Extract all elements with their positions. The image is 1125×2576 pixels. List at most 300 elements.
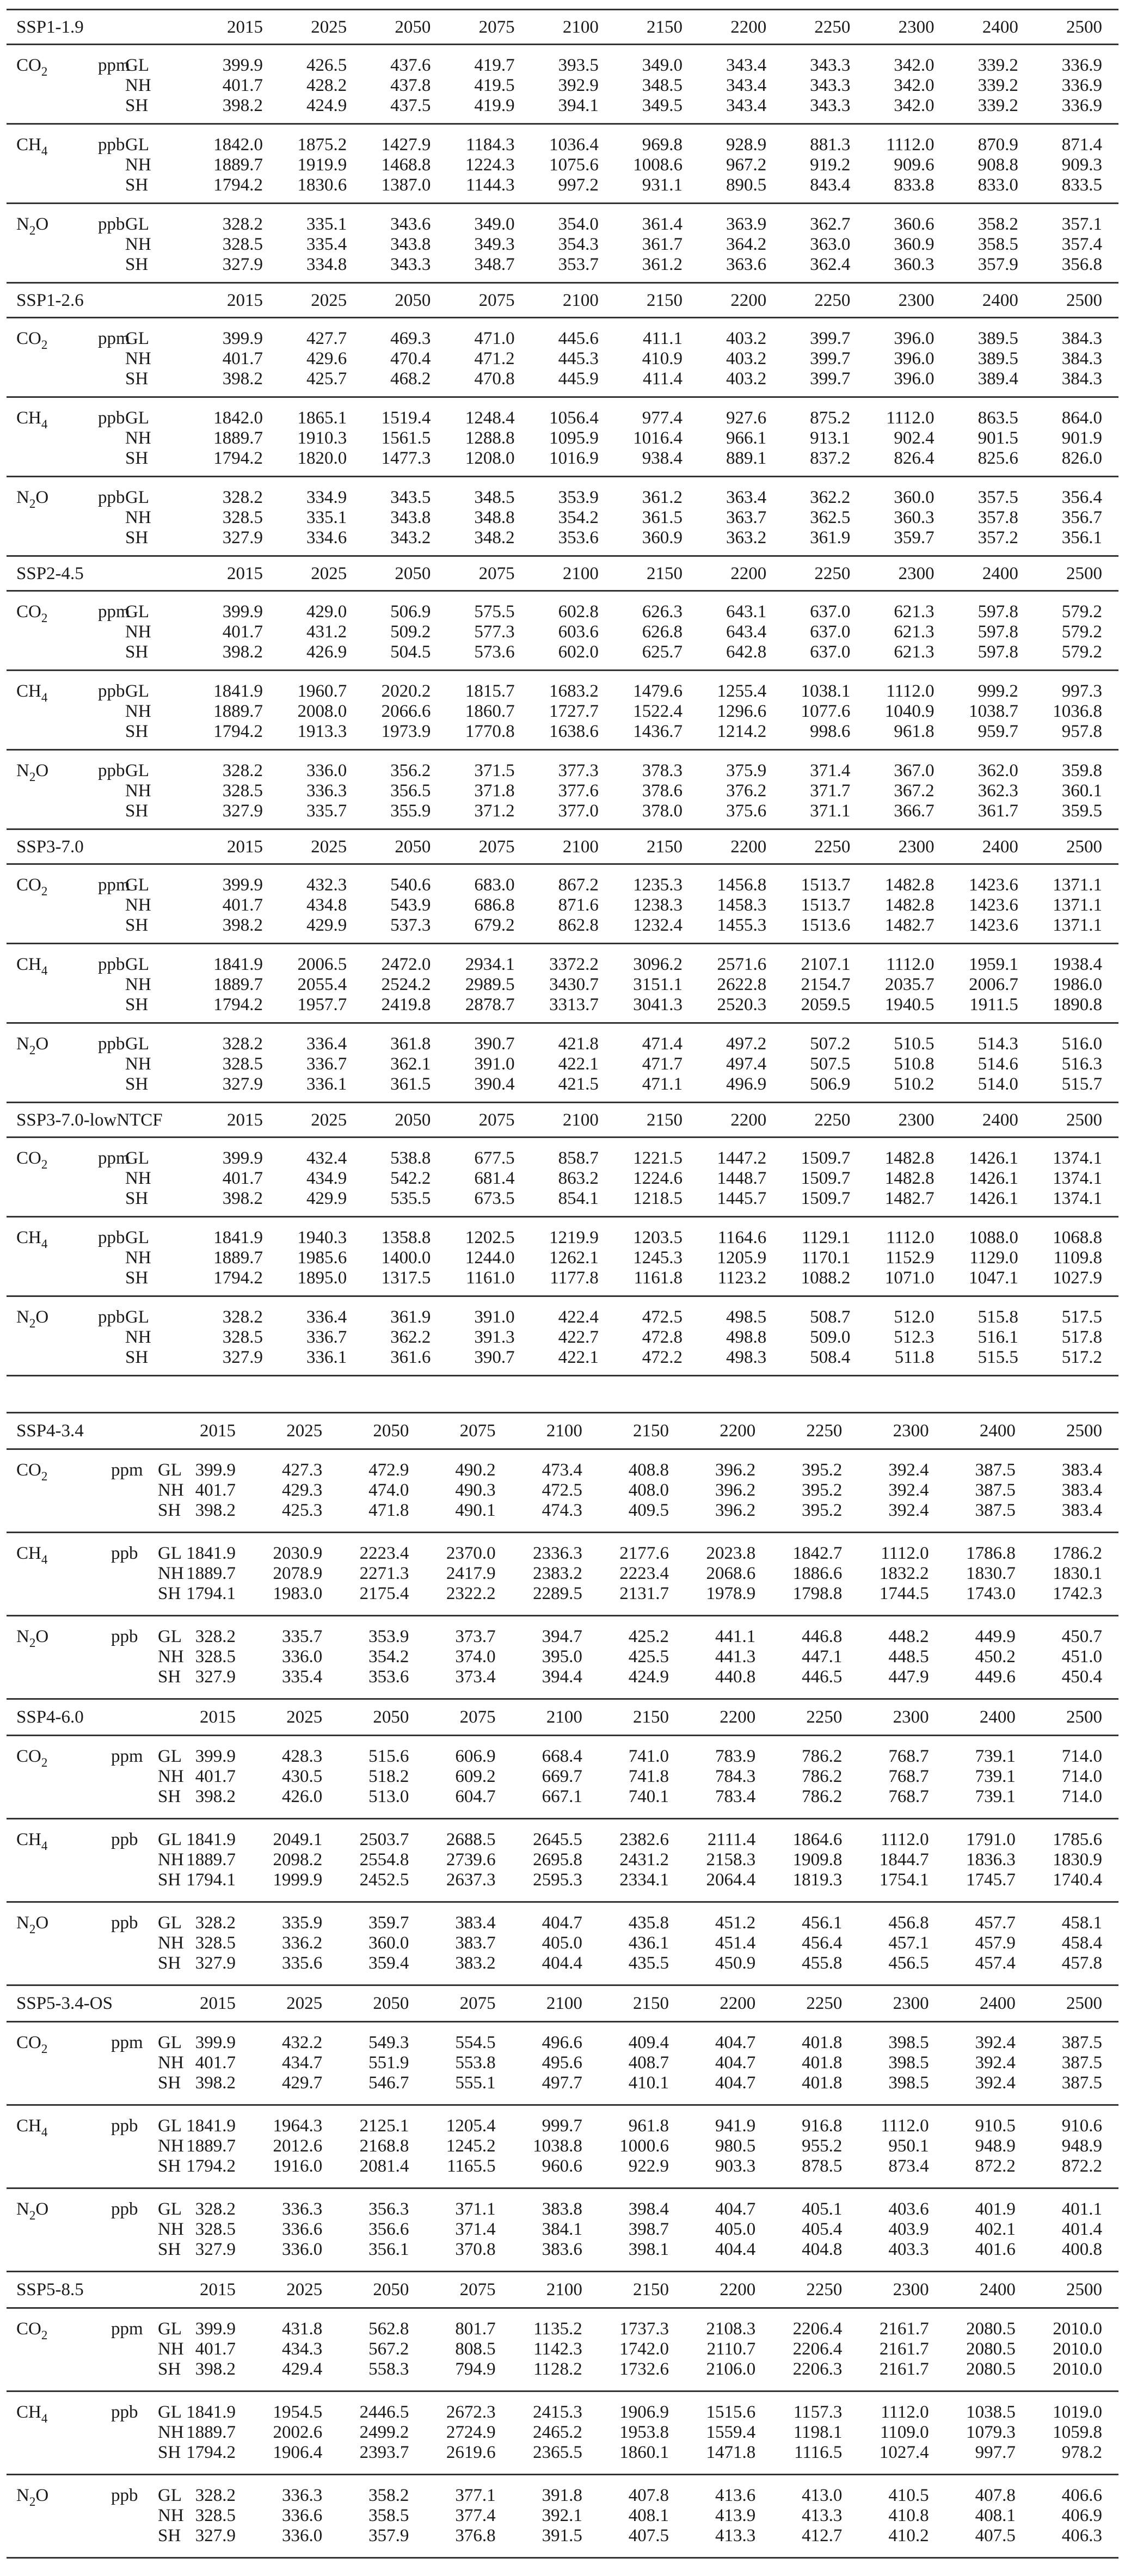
value-cell: 349.0 <box>474 214 515 234</box>
value-cell: 404.7 <box>715 2053 756 2073</box>
value-cell: 363.2 <box>726 528 767 548</box>
year-header: 2050 <box>373 1994 409 2013</box>
value-cell: 867.2 <box>558 875 599 895</box>
concentration-table-1 <box>7 9 1118 1376</box>
gas-formula-base: CO <box>16 2033 41 2052</box>
value-cell: 401.7 <box>222 1169 263 1188</box>
gas-block <box>7 1138 1118 1218</box>
value-cell: 2002.6 <box>273 2423 323 2442</box>
value-cell: 1638.6 <box>549 722 599 741</box>
value-cell: 621.3 <box>894 622 935 642</box>
value-cell: 1889.7 <box>213 975 263 994</box>
year-header: 2100 <box>546 1707 582 1727</box>
value-cell: 432.2 <box>281 2033 323 2052</box>
gas-formula-base: N <box>16 2486 29 2505</box>
value-cell: 2125.1 <box>359 2116 409 2136</box>
year-header: 2100 <box>546 1421 582 1441</box>
value-cell: 931.1 <box>642 175 683 195</box>
value-cell: 1296.6 <box>717 702 767 721</box>
value-cell: 357.9 <box>978 255 1018 274</box>
value-cell: 399.7 <box>810 329 851 348</box>
year-header: 2300 <box>893 1994 929 2013</box>
value-cell: 626.3 <box>642 602 683 622</box>
gas-formula-subscript: 2 <box>41 338 48 352</box>
value-cell: 562.8 <box>368 2319 409 2339</box>
scenario-name: SSP4-3.4 <box>16 1421 84 1441</box>
value-cell: 437.5 <box>390 96 431 115</box>
value-cell: 922.9 <box>628 2156 669 2176</box>
value-cell: 1455.3 <box>717 915 767 935</box>
value-cell: 1954.5 <box>273 2402 323 2422</box>
year-header: 2150 <box>633 1994 669 2013</box>
unit-label: ppb <box>98 135 125 155</box>
value-cell: 404.7 <box>715 2073 756 2093</box>
year-header: 2300 <box>898 17 935 37</box>
region-label: SH <box>125 1074 149 1094</box>
value-cell: 1203.5 <box>633 1228 683 1247</box>
value-cell: 371.5 <box>474 761 515 780</box>
value-cell: 941.9 <box>715 2116 756 2136</box>
value-cell: 396.2 <box>715 1501 756 1520</box>
value-cell: 407.5 <box>628 2526 669 2546</box>
value-cell: 342.0 <box>894 56 935 75</box>
value-cell: 470.4 <box>390 349 431 368</box>
value-cell: 1456.8 <box>717 875 767 895</box>
value-cell: 1112.0 <box>881 2402 929 2422</box>
year-header: 2050 <box>373 1707 409 1727</box>
scenario-header-row <box>7 555 1118 592</box>
value-cell: 413.3 <box>715 2526 756 2546</box>
value-cell: 471.2 <box>474 349 515 368</box>
value-cell: 407.8 <box>628 2486 669 2505</box>
value-cell: 913.1 <box>810 428 851 448</box>
gas-block <box>7 592 1118 671</box>
year-header: 2100 <box>562 17 599 37</box>
value-cell: 471.8 <box>368 1501 409 1520</box>
value-cell: 391.8 <box>542 2486 582 2505</box>
value-cell: 334.6 <box>306 528 347 548</box>
scenario-section <box>7 2271 1118 2557</box>
value-cell: 357.8 <box>978 508 1018 527</box>
value-cell: 2499.2 <box>359 2423 409 2442</box>
year-header: 2015 <box>200 2280 236 2300</box>
year-header: 2250 <box>806 1994 843 2013</box>
value-cell: 512.0 <box>894 1307 935 1327</box>
value-cell: 328.2 <box>195 1627 236 1646</box>
value-cell: 328.2 <box>222 1307 263 1327</box>
value-cell: 768.7 <box>888 1747 929 1766</box>
gas-formula-subscript: 4 <box>41 2412 48 2425</box>
value-cell: 1794.2 <box>186 2156 236 2176</box>
value-cell: 328.5 <box>222 1327 263 1347</box>
value-cell: 399.9 <box>222 56 263 75</box>
value-cell: 1198.1 <box>793 2423 843 2442</box>
value-cell: 425.5 <box>628 1647 669 1667</box>
value-cell: 410.9 <box>642 349 683 368</box>
value-cell: 579.2 <box>1061 642 1102 662</box>
value-cell: 1248.4 <box>465 408 515 428</box>
value-cell: 377.3 <box>558 761 599 780</box>
value-cell: 327.9 <box>222 1348 263 1367</box>
region-label: NH <box>125 1054 151 1074</box>
value-cell: 2206.3 <box>792 2359 843 2379</box>
value-cell: 434.3 <box>281 2339 323 2359</box>
value-cell: 1889.7 <box>213 155 263 175</box>
gas-label <box>16 214 48 235</box>
value-cell: 1960.7 <box>297 681 347 701</box>
value-cell: 540.6 <box>390 875 431 895</box>
value-cell: 377.6 <box>558 781 599 801</box>
year-header: 2150 <box>647 1110 683 1130</box>
value-cell: 1059.8 <box>1053 2423 1102 2442</box>
value-cell: 446.8 <box>802 1627 843 1646</box>
value-cell: 335.9 <box>281 1913 323 1933</box>
value-cell: 1016.9 <box>549 448 599 468</box>
value-cell: 384.3 <box>1061 329 1102 348</box>
gas-formula-subscript: 4 <box>41 2125 48 2139</box>
gas-formula-suffix: O <box>35 1307 49 1327</box>
value-cell: 637.0 <box>810 622 851 642</box>
value-cell: 357.9 <box>368 2526 409 2546</box>
value-cell: 456.5 <box>888 1953 929 1973</box>
region-label: SH <box>125 1268 149 1288</box>
gas-formula-subscript: 2 <box>41 1158 48 1171</box>
value-cell: 328.2 <box>222 1034 263 1054</box>
gas-block <box>7 751 1118 828</box>
value-cell: 739.1 <box>975 1747 1016 1766</box>
year-header: 2400 <box>982 290 1018 310</box>
value-cell: 398.2 <box>195 2359 236 2379</box>
value-cell: 396.0 <box>894 349 935 368</box>
value-cell: 510.8 <box>894 1054 935 1074</box>
region-label: NH <box>125 622 151 642</box>
gas-label <box>16 328 48 352</box>
value-cell: 445.3 <box>558 349 599 368</box>
region-label: SH <box>125 642 149 662</box>
year-header: 2025 <box>311 290 347 310</box>
value-cell: 1830.9 <box>1053 1850 1102 1870</box>
value-cell: 871.6 <box>558 895 599 915</box>
value-cell: 669.7 <box>542 1767 582 1786</box>
gas-formula-base: CO <box>16 602 41 622</box>
value-cell: 2110.7 <box>706 2339 756 2359</box>
value-cell: 1842.0 <box>213 135 263 155</box>
value-cell: 401.7 <box>222 895 263 915</box>
region-label: NH <box>158 2423 184 2442</box>
value-cell: 2365.5 <box>533 2443 582 2462</box>
value-cell: 1786.2 <box>1053 1544 1102 1563</box>
value-cell: 597.8 <box>978 642 1018 662</box>
value-cell: 1116.5 <box>794 2443 843 2462</box>
region-label: GL <box>158 2116 182 2136</box>
value-cell: 538.8 <box>390 1148 431 1168</box>
gas-block <box>7 671 1118 751</box>
value-cell: 959.7 <box>978 722 1018 741</box>
scenario-section <box>7 1698 1118 1984</box>
value-cell: 825.6 <box>978 448 1018 468</box>
value-cell: 328.2 <box>222 214 263 234</box>
value-cell: 1742.0 <box>619 2339 669 2359</box>
value-cell: 1019.0 <box>1053 2402 1102 2422</box>
year-header: 2150 <box>633 2280 669 2300</box>
value-cell: 1909.8 <box>792 1850 843 1870</box>
value-cell: 2006.5 <box>297 955 347 974</box>
value-cell: 903.3 <box>715 2156 756 2176</box>
value-cell: 1448.7 <box>717 1169 767 1188</box>
value-cell: 1978.9 <box>706 1584 756 1603</box>
value-cell: 371.1 <box>455 2199 496 2219</box>
value-cell: 2055.4 <box>297 975 347 994</box>
value-cell: 1244.0 <box>465 1248 515 1268</box>
value-cell: 361.8 <box>390 1034 431 1054</box>
value-cell: 1184.3 <box>466 135 515 155</box>
year-header: 2400 <box>979 1994 1016 2013</box>
value-cell: 413.0 <box>802 2486 843 2505</box>
value-cell: 2322.2 <box>446 1584 496 1603</box>
value-cell: 3372.2 <box>549 955 599 974</box>
value-cell: 361.6 <box>390 1348 431 1367</box>
value-cell: 1509.7 <box>801 1169 851 1188</box>
value-cell: 357.4 <box>1061 235 1102 254</box>
year-header: 2025 <box>286 1994 323 2013</box>
value-cell: 2571.6 <box>717 955 767 974</box>
value-cell: 441.3 <box>715 1647 756 1667</box>
value-cell: 1754.1 <box>879 1870 929 1890</box>
value-cell: 3430.7 <box>549 975 599 994</box>
region-label: NH <box>125 975 151 994</box>
region-label: NH <box>125 428 151 448</box>
value-cell: 398.5 <box>888 2053 929 2073</box>
value-cell: 881.3 <box>810 135 851 155</box>
value-cell: 450.4 <box>1061 1667 1102 1687</box>
value-cell: 2334.1 <box>619 1870 669 1890</box>
value-cell: 327.9 <box>222 528 263 548</box>
region-label: GL <box>125 761 149 780</box>
value-cell: 1938.4 <box>1053 955 1102 974</box>
value-cell: 405.0 <box>715 2220 756 2239</box>
value-cell: 546.7 <box>368 2073 409 2093</box>
value-cell: 784.3 <box>715 1767 756 1786</box>
value-cell: 1016.4 <box>633 428 683 448</box>
value-cell: 497.4 <box>726 1054 767 1074</box>
region-label: NH <box>125 155 151 175</box>
gas-label <box>16 1913 49 1936</box>
gas-block <box>7 1297 1118 1375</box>
value-cell: 496.6 <box>542 2033 582 2052</box>
gas-label <box>16 875 48 898</box>
value-cell: 428.2 <box>306 76 347 95</box>
year-header: 2500 <box>1066 1421 1102 1441</box>
year-header: 2015 <box>227 837 263 857</box>
value-cell: 472.2 <box>642 1348 683 1367</box>
value-cell: 2645.5 <box>533 1830 582 1849</box>
value-cell: 1161.8 <box>634 1268 683 1288</box>
scenario-header-row <box>7 1698 1118 1736</box>
value-cell: 3151.1 <box>633 975 683 994</box>
value-cell: 1742.3 <box>1053 1584 1102 1603</box>
value-cell: 997.2 <box>558 175 599 195</box>
unit-label: ppb <box>111 2116 138 2136</box>
value-cell: 335.6 <box>281 1953 323 1973</box>
value-cell: 434.9 <box>306 1169 347 1188</box>
gas-block <box>7 2106 1118 2189</box>
value-cell: 490.2 <box>455 1460 496 1480</box>
region-label: SH <box>125 801 149 821</box>
value-cell: 401.8 <box>802 2053 843 2073</box>
value-cell: 360.9 <box>642 528 683 548</box>
value-cell: 2554.8 <box>359 1850 409 1870</box>
scenario-section <box>7 1102 1118 1375</box>
region-label: SH <box>158 1787 181 1806</box>
value-cell: 328.2 <box>195 2486 236 2505</box>
value-cell: 1841.9 <box>186 1830 236 1849</box>
value-cell: 2382.6 <box>619 1830 669 1849</box>
value-cell: 998.6 <box>810 722 851 741</box>
value-cell: 1458.3 <box>717 895 767 915</box>
region-label: GL <box>158 1830 182 1849</box>
value-cell: 1142.3 <box>533 2339 582 2359</box>
value-cell: 2503.7 <box>359 1830 409 1849</box>
region-label: NH <box>158 1564 184 1583</box>
value-cell: 2098.2 <box>273 1850 323 1870</box>
value-cell: 359.8 <box>1061 761 1102 780</box>
region-label: NH <box>125 1327 151 1347</box>
value-cell: 426.5 <box>306 56 347 75</box>
value-cell: 826.4 <box>894 448 935 468</box>
value-cell: 432.4 <box>306 1148 347 1168</box>
year-header: 2300 <box>898 837 935 857</box>
year-header: 2150 <box>633 1421 669 1441</box>
value-cell: 606.9 <box>455 1747 496 1766</box>
value-cell: 371.2 <box>474 801 515 821</box>
year-header: 2075 <box>478 290 515 310</box>
value-cell: 1255.4 <box>717 681 767 701</box>
year-header: 2300 <box>898 563 935 583</box>
value-cell: 1959.1 <box>969 955 1018 974</box>
value-cell: 435.5 <box>628 1953 669 1973</box>
year-header: 2075 <box>459 1421 496 1441</box>
value-cell: 1112.0 <box>881 2116 929 2136</box>
value-cell: 406.3 <box>1061 2526 1102 2546</box>
value-cell: 394.1 <box>558 96 599 115</box>
value-cell: 360.3 <box>894 508 935 527</box>
value-cell: 1841.9 <box>213 955 263 974</box>
value-cell: 1940.3 <box>297 1228 347 1247</box>
value-cell: 401.6 <box>975 2240 1016 2259</box>
value-cell: 367.2 <box>894 781 935 801</box>
value-cell: 361.5 <box>390 1074 431 1094</box>
value-cell: 336.3 <box>306 781 347 801</box>
year-header: 2250 <box>806 2280 843 2300</box>
value-cell: 377.1 <box>455 2486 496 2505</box>
scenario-name: SSP3-7.0-lowNTCF <box>16 1110 163 1130</box>
value-cell: 362.2 <box>810 488 851 507</box>
gas-formula-base: CO <box>16 1747 41 1766</box>
value-cell: 2081.4 <box>359 2156 409 2176</box>
value-cell: 429.3 <box>281 1480 323 1500</box>
value-cell: 349.0 <box>642 56 683 75</box>
value-cell: 376.2 <box>726 781 767 801</box>
value-cell: 456.4 <box>802 1933 843 1953</box>
value-cell: 406.9 <box>1061 2506 1102 2525</box>
gas-formula-base: CH <box>16 408 41 428</box>
gas-formula-subscript: 2 <box>29 1317 36 1330</box>
value-cell: 854.1 <box>558 1189 599 1208</box>
value-cell: 403.2 <box>726 349 767 368</box>
gas-formula-subscript: 4 <box>41 417 48 431</box>
value-cell: 348.8 <box>474 508 515 527</box>
scenario-name: SSP1-1.9 <box>16 17 84 37</box>
value-cell: 384.1 <box>542 2220 582 2239</box>
value-cell: 431.8 <box>281 2319 323 2339</box>
value-cell: 431.2 <box>306 622 347 642</box>
value-cell: 336.4 <box>306 1034 347 1054</box>
value-cell: 356.6 <box>368 2220 409 2239</box>
value-cell: 739.1 <box>975 1787 1016 1806</box>
unit-label: ppb <box>111 1830 138 1849</box>
value-cell: 889.1 <box>726 448 767 468</box>
gas-formula-subscript: 2 <box>29 770 36 784</box>
value-cell: 392.9 <box>558 76 599 95</box>
value-cell: 387.5 <box>975 1501 1016 1520</box>
region-label: NH <box>125 1169 151 1188</box>
region-label: GL <box>158 1627 182 1646</box>
value-cell: 348.5 <box>474 488 515 507</box>
value-cell: 1889.7 <box>186 1850 236 1870</box>
value-cell: 406.6 <box>1061 2486 1102 2505</box>
value-cell: 408.1 <box>975 2506 1016 2525</box>
value-cell: 1798.8 <box>792 1584 843 1603</box>
value-cell: 1038.5 <box>966 2402 1016 2422</box>
value-cell: 955.2 <box>802 2136 843 2156</box>
year-header: 2075 <box>459 1994 496 2013</box>
value-cell: 361.2 <box>642 255 683 274</box>
value-cell: 961.8 <box>894 722 935 741</box>
value-cell: 361.9 <box>810 528 851 548</box>
value-cell: 957.8 <box>1061 722 1102 741</box>
value-cell: 2622.8 <box>717 975 767 994</box>
value-cell: 1165.5 <box>447 2156 496 2176</box>
value-cell: 405.1 <box>802 2199 843 2219</box>
value-cell: 890.5 <box>726 175 767 195</box>
region-label: SH <box>125 528 149 548</box>
value-cell: 1886.6 <box>792 1564 843 1583</box>
value-cell: 1737.3 <box>619 2319 669 2339</box>
value-cell: 470.8 <box>474 369 515 389</box>
value-cell: 404.4 <box>715 2240 756 2259</box>
unit-label: ppb <box>111 2199 138 2219</box>
year-header: 2050 <box>373 2280 409 2300</box>
year-header: 2200 <box>720 2280 756 2300</box>
value-cell: 472.9 <box>368 1460 409 1480</box>
value-cell: 398.2 <box>222 915 263 935</box>
value-cell: 1906.4 <box>273 2443 323 2462</box>
gas-block <box>7 398 1118 477</box>
value-cell: 432.3 <box>306 875 347 895</box>
region-label: SH <box>125 1189 149 1208</box>
region-label: SH <box>158 1501 181 1520</box>
value-cell: 392.4 <box>888 1501 929 1520</box>
value-cell: 833.8 <box>894 175 935 195</box>
value-cell: 451.4 <box>715 1933 756 1953</box>
value-cell: 354.2 <box>368 1647 409 1667</box>
value-cell: 336.6 <box>281 2220 323 2239</box>
year-header: 2400 <box>982 1110 1018 1130</box>
value-cell: 447.9 <box>888 1667 929 1687</box>
unit-label: ppb <box>98 681 125 701</box>
value-cell: 424.9 <box>306 96 347 115</box>
value-cell: 390.4 <box>474 1074 515 1094</box>
